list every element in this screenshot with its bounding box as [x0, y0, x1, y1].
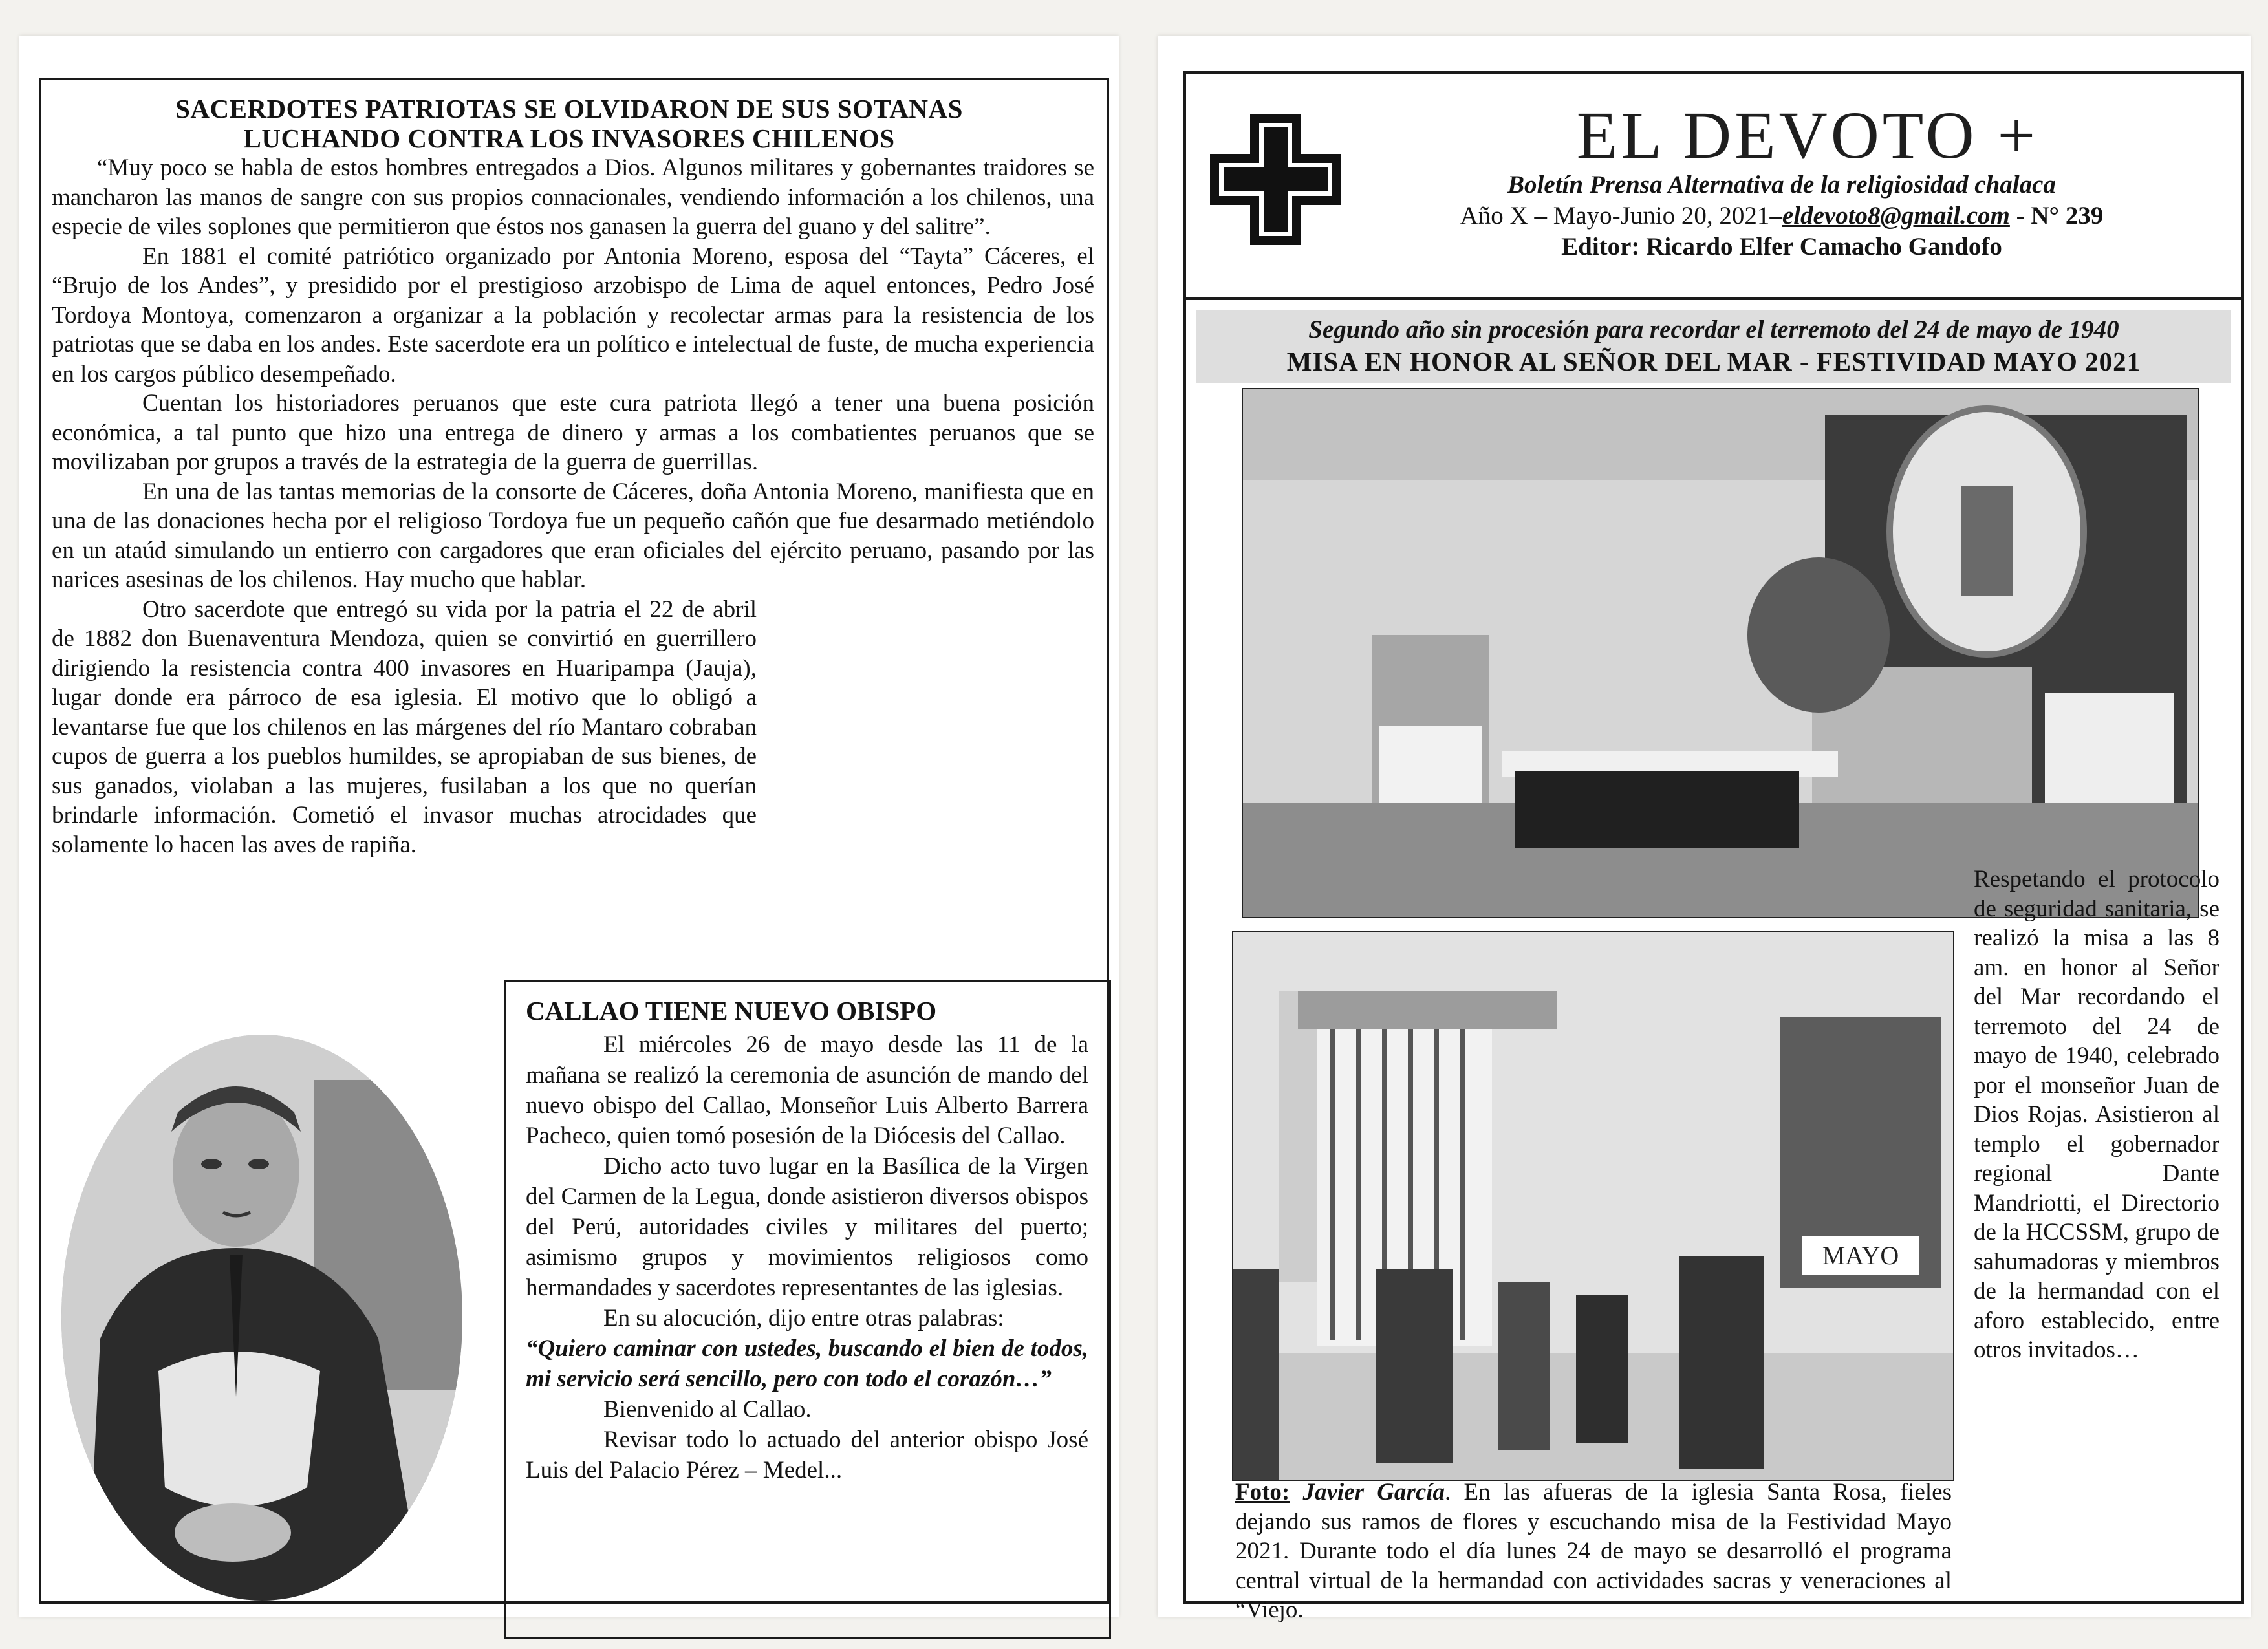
- newsletter-title: EL DEVOTO +: [1576, 98, 2039, 173]
- patriot-priests-article: [52, 153, 1094, 859]
- left-page: [19, 36, 1119, 1617]
- new-bishop-paragraph: El miércoles 26 de mayo desde las 11 de la mañana se realizó la ceremonia de asunción de mando del nuevo obispo del Callao, Monseñor Luis Alberto Barrera Pacheco, quien tomó posesión de la Diócesis del Callao.: [526, 1031, 1088, 1149]
- editor-credit: Editor: Ricardo Elfer Camacho Gandofo: [1561, 233, 2002, 261]
- photographer-name: Javier García: [1302, 1479, 1445, 1505]
- new-bishop-paragraph: Bienvenido al Callao.: [603, 1396, 812, 1423]
- article-paragraph: En 1881 el comité patriótico organizado por Antonia Moreno, esposa del “Tayta” Cáceres, el “Brujo de los Andes”, y presidido por el prestigioso arzobispo de Lima de aquel entonces, Pedro José Tordoya Montoya, comenzaron a organizar a la población y recolectar armas para la resistencia de los patriotas que se daba en los andes. Este sacerdote era un político e intelectual de fuste, de mucha experiencia en los cargos público desempeñado.: [52, 242, 1094, 387]
- new-bishop-paragraph: Revisar todo lo actuado del anterior obispo José Luis del Palacio Pérez – Medel...: [526, 1427, 1088, 1483]
- new-bishop-paragraph: En su alocución, dijo entre otras palabras:: [603, 1305, 1004, 1331]
- church-exterior-photo: [1232, 931, 1954, 1481]
- right-page: [1158, 36, 2251, 1623]
- church-exterior-illustration: [1233, 932, 1954, 1481]
- mass-summary-text: Respetando el protocolo de seguridad sanitaria, se realizó la misa a las 8 am. en honor al Señor del Mar recordando el terremoto del 24 de mayo de 1940, celebrado por el monseñor Juan de Dios Rojas. Asistieron al templo el gobernador regional Dante Mandriotti, el Directorio de la HCCSSM, grupo de sahumadoras y miembros de la hermandad con el aforo establecido, entre otros invitados…: [1974, 866, 2219, 1363]
- article-headline: MISA EN HONOR AL SEÑOR DEL MAR - FESTIVIDAD MAYO 2021: [1286, 347, 2141, 376]
- article-paragraph: Otro sacerdote que entregó su vida por la patria el 22 de abril de 1882 don Buenaventura Mendoza, quien se convirtió en guerrillero dirigiendo la resistencia contra 400 invasores en Huaripampa (Jauja), lugar donde era párroco de esa iglesia. El motivo que lo obligó a levantarse fue que los chilenos en las márgenes del río Mantaro cobraban cupos de guerra a los pueblos humildes, se apropiaban de sus bienes, de sus ganados, violaban a las mujeres, fusilaban a los que no querían brindarle información. Cometió el invasor muchas atrocidades que solamente lo hacen las aves de rapiña.: [52, 596, 757, 858]
- altar-mass-illustration: [1243, 389, 2199, 918]
- newsletter-subtitle: Boletín Prensa Alternativa de la religiosidad chalaca: [1507, 171, 2056, 199]
- bishop-portrait-photo: [61, 1035, 462, 1600]
- article-headline: [19, 94, 1119, 153]
- masthead-divider: [1185, 297, 2243, 300]
- article-paragraph: En una de las tantas memorias de la consorte de Cáceres, doña Antonia Moreno, manifiesta que en una de las donaciones hecha por el religioso Tordoya fue un pequeño cañón que fue desarmado metiéndolo en un ataúd simulando un entierro con cargadores que eran oficiales del ejército peruano, pasando por las narices asesinas de los chilenos. Hay mucho que hablar.: [52, 478, 1094, 593]
- headline-line-2: LUCHANDO CONTRA LOS INVASORES CHILENOS: [243, 124, 895, 153]
- banner-text: MAYO: [1822, 1241, 1899, 1270]
- article-paragraph: “Muy poco se habla de estos hombres entregados a Dios. Algunos militares y gobernantes traidores se mancharon las manos de sangre con sus propios connacionales, vendiendo información a los chilenos, una especie de viles soplones que permitieron que éstos nos ganasen la guerra del guano y del salitre”.: [52, 155, 1094, 240]
- caption-text: . En las afueras de la iglesia Santa Rosa, fieles dejando sus ramos de flores y escuchando misa de la Festividad Mayo 2021. Durante todo el día lunes 24 de mayo se desarrolló el programa central virtual de la hermandad con actividades sacras y veneraciones al “Viejo.: [1235, 1479, 1952, 1623]
- contact-email-link[interactable]: eldevoto8@gmail.com: [1782, 202, 2010, 230]
- new-bishop-paragraph: Dicho acto tuvo lugar en la Basílica de la Virgen del Carmen de la Legua, donde asistieron diversos obispos del Perú, autoridades civiles y militares del puerto; asimismo grupos y movimientos religiosos como hermandades y sacerdotes representantes de las iglesias.: [526, 1153, 1088, 1301]
- photo-caption: [1235, 1478, 1952, 1625]
- headline-line-1: SACERDOTES PATRIOTAS SE OLVIDARON DE SUS SOTANAS: [175, 94, 963, 124]
- article-kicker: Segundo año sin procesión para recordar el terremoto del 24 de mayo de 1940: [1308, 316, 2119, 343]
- cross-icon: [1209, 113, 1342, 246]
- issue-info: [1352, 201, 2212, 231]
- caption-label: Foto:: [1235, 1479, 1290, 1505]
- new-bishop-article-box: [504, 980, 1111, 1639]
- altar-mass-photo: [1242, 388, 2199, 918]
- issue-number: - N° 239: [2009, 202, 2104, 230]
- article-paragraph: Cuentan los historiadores peruanos que este cura patriota llegó a tener una buena posición económica, a tal punto que hizo una entrega de dinero y armas a los combatientes peruanos que se movilizaban por grupos a través de la estrategia de la guerra de guerrillas.: [52, 390, 1094, 475]
- issue-date: Año X – Mayo-Junio 20, 2021–: [1460, 202, 1782, 230]
- bishop-quote: “Quiero caminar con ustedes, buscando el bien de todos, mi servicio será sencillo, pero con todo el corazón…”: [526, 1335, 1088, 1392]
- bishop-portrait-illustration: [61, 1035, 462, 1600]
- new-bishop-title: CALLAO TIENE NUEVO OBISPO: [526, 996, 937, 1026]
